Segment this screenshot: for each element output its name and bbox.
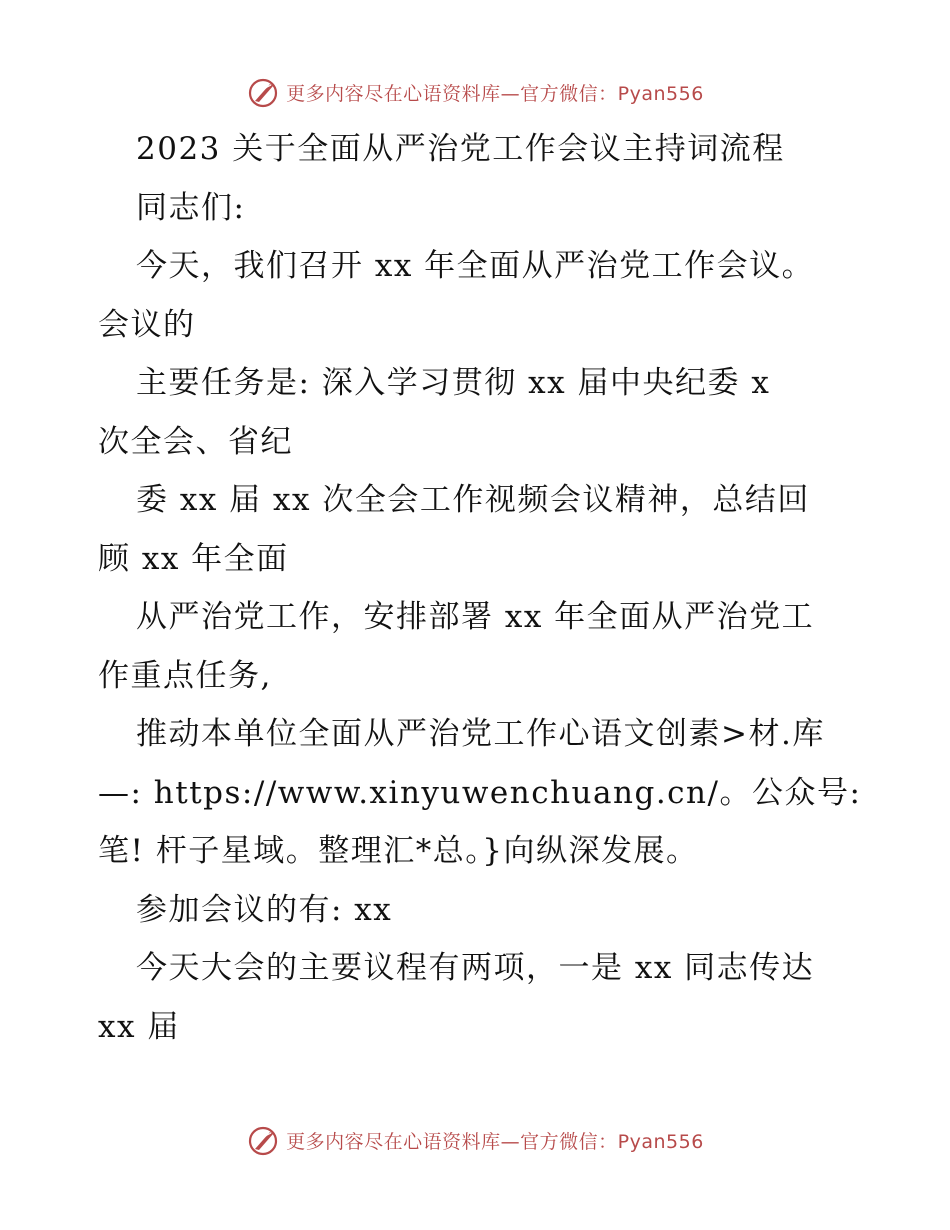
text-line: 会议的 [98,306,196,343]
watermark-label: 更多内容尽在心语资料库—官方微信： [286,82,618,105]
header-watermark [0,72,950,112]
text-line: 次全会、省纪 [98,423,293,460]
text-line: 主要任务是: 深入学习贯彻 xx 届中央纪委 x [136,365,771,401]
text-line: 2023 关于全面从严治党工作会议主持词流程 [136,131,785,167]
watermark-text [286,79,704,106]
text-line: 今天，我们召开 xx 年全面从严治党工作会议。 [136,248,815,284]
text-line: 参加会议的有: xx [136,891,393,928]
text-line: 从严治党工作，安排部署 xx 年全面从严治党工 [136,599,815,635]
text-line: —: https://www.xinyuwenchuang.cn/。公众号: [98,774,862,811]
watermark-handle: Pyan556 [617,1130,704,1153]
text-line: 今天大会的主要议程有两项，一是 xx 同志传达 [136,950,815,986]
footer-watermark [0,1120,950,1160]
text-line: 委 xx 届 xx 次全会工作视频会议精神，总结回 [136,482,810,518]
text-line: 作重点任务, [98,657,272,694]
document-body [98,120,862,1056]
watermark-handle: Pyan556 [617,82,704,105]
text-line: 推动本单位全面从严治党工作心语文创素>材.库 [136,716,825,752]
text-line: 顾 xx 年全面 [98,540,289,577]
quill-logo-icon [246,1123,280,1157]
text-line: xx 届 [98,1008,180,1045]
quill-logo-icon [246,75,280,109]
text-line: 笔! 杆子星域。整理汇*总。}向纵深发展。 [98,833,699,869]
watermark-text [286,1127,704,1154]
watermark-label: 更多内容尽在心语资料库—官方微信： [286,1130,618,1153]
text-line: 同志们: [136,189,246,226]
